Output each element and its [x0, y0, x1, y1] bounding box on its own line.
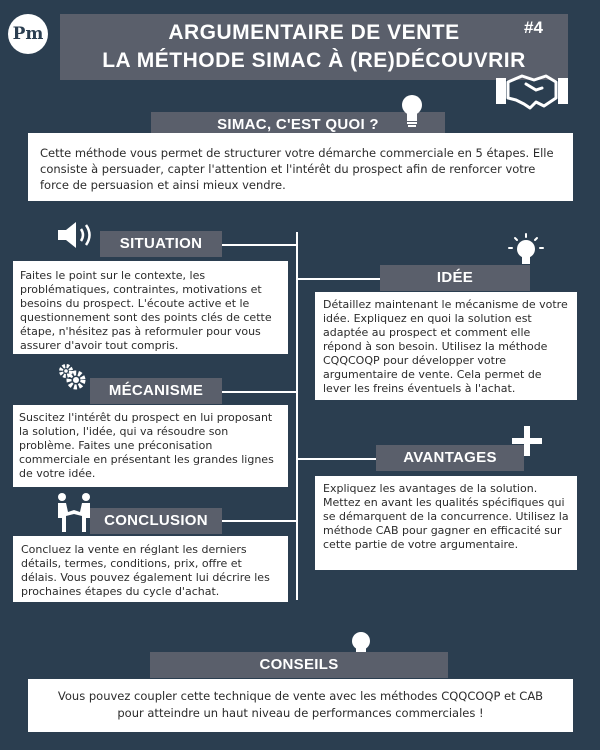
avantages-label: AVANTAGES — [376, 445, 524, 471]
timeline-branch-conclusion — [222, 520, 296, 522]
speaker-icon — [56, 220, 96, 250]
idee-text: Détaillez maintenant le mécanisme de votre idée. Expliquez en quoi la solution est adaptée au prospect et comment elle répond à son besoin. Utilisez la méthode CQQCOQP pour développer votre argumentaire de vente. Cela permet de lever les freins éventuels à l'achat. — [315, 292, 577, 400]
situation-text: Faites le point sur le contexte, les problématiques, contraintes, motivations et besoins du prospect. L'écoute active et le questionnement sont des points clés de cette étape, n'hésitez pas à reformuler pour vous assurer d'avoir tout compris. — [13, 261, 288, 354]
conclusion-text: Concluez la vente en réglant les derniers détails, termes, conditions, prix, offre et délais. Vous pouvez également lui décrire les prochaines étapes du cycle d'achat. — [13, 536, 288, 602]
logo: Pm — [8, 14, 48, 54]
conclusion-label: CONCLUSION — [90, 508, 222, 534]
title-line-1: ARGUMENTAIRE DE VENTE — [168, 21, 460, 44]
handshake-icon — [496, 68, 568, 112]
title-line-2: LA MÉTHODE SIMAC À (RE)DÉCOUVRIR — [102, 49, 526, 72]
idee-label: IDÉE — [380, 265, 530, 291]
lightbulb-icon — [398, 92, 426, 132]
conseils-label: CONSEILS — [150, 652, 448, 678]
mecanisme-label: MÉCANISME — [90, 378, 222, 404]
timeline-branch-idee — [298, 278, 380, 280]
timeline-branch-mecanisme — [222, 391, 296, 393]
conseils-text: Vous pouvez coupler cette technique de vente avec les méthodes CQQCOQP et CAB pour atteindre un haut niveau de performances commerciales ! — [28, 679, 573, 732]
issue-number: #4 — [524, 18, 543, 37]
avantages-text: Expliquez les avantages de la solution. Mettez en avant les qualités spécifiques qui se démarquent de la concurrence. Utilisez la méthode CAB pour gagner en efficacité sur cette partie de votre argumentaire. — [315, 476, 577, 570]
intro-label: SIMAC, C'EST QUOI ? — [151, 112, 445, 138]
timeline-branch-avantages — [298, 458, 376, 460]
gears-icon — [58, 363, 88, 393]
situation-label: SITUATION — [100, 231, 222, 257]
mecanisme-text: Suscitez l'intérêt du prospect en lui proposant la solution, l'idée, qui va résoudre son problème. Faites une préconisation commerciale en présentant les grandes lignes de votre idée. — [13, 405, 288, 487]
timeline-branch-situation — [222, 244, 296, 246]
intro-text: Cette méthode vous permet de structurer votre démarche commerciale en 5 étapes. Elle consiste à persuader, capter l'attention et l'intérêt du prospect afin de renforcer votre force de persuasion et ainsi mieux vendre. — [28, 133, 573, 201]
page-title — [60, 14, 568, 80]
timeline-line — [296, 232, 298, 600]
people-handshake-icon — [54, 492, 94, 532]
